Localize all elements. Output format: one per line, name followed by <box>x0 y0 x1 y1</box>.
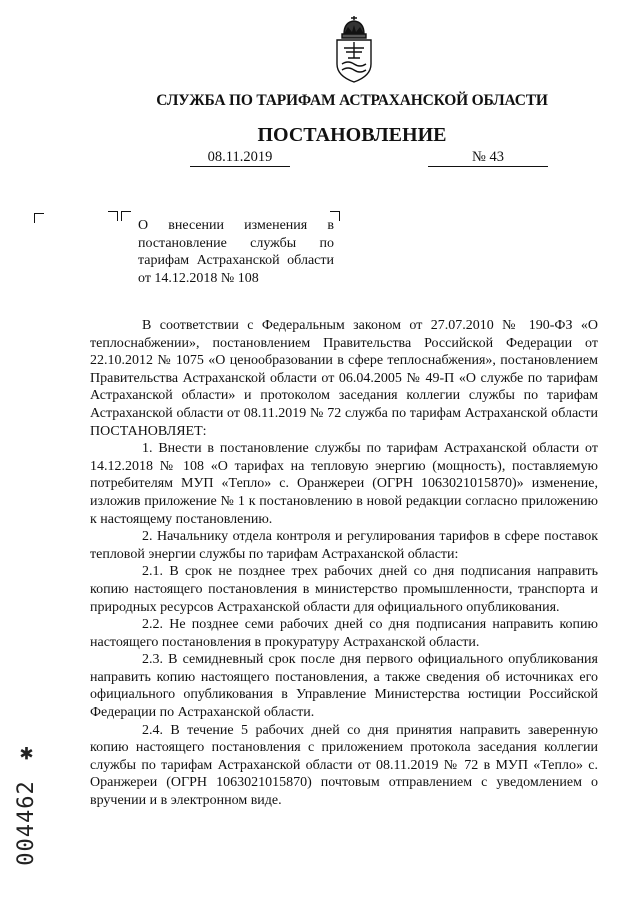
clause-2-1: 2.1. В срок не позднее трех рабочих дней со дня подписания направить копию настоящего постановления в министерство промышленности, транспорта и природных ресурсов Астраханской области для официального опубликования. <box>90 564 598 615</box>
document-number: № 43 <box>428 149 548 167</box>
document-type: ПОСТАНОВЛЕНИЕ <box>257 124 447 146</box>
corner-mark <box>121 211 131 221</box>
corner-mark <box>108 211 118 221</box>
document-body <box>90 317 598 810</box>
clause-2-2: 2.2. Не позднее семи рабочих дней со дня подписания направить копию настоящего постановления в прокуратуру Астраханской области. <box>90 617 598 650</box>
clause-1: 1. Внести в постановление службы по тарифам Астраханской области от 14.12.2018 № 108 «О тарифах на тепловую энергию (мощность), поставляемую потребителям МУП «Тепло» с. Оранжереи (ОГРН 1063021015870)» изменение, изложив приложение № 1 к постановлению в новой редакции согласно приложению к настоящему постановлению. <box>90 441 598 527</box>
clause-2-3: 2.3. В семидневный срок после дня первого официального опубликования направить копию настоящего постановления, а также сведения об источниках его официального опубликования в Управление Министерства юстиции Российской Федерации по Астраханской области. <box>90 652 598 721</box>
coat-of-arms-icon <box>330 14 378 86</box>
clause-2: 2. Начальнику отдела контроля и регулирования тарифов в сфере поставок тепловой энергии службы по тарифам Астраханской области: <box>90 529 598 562</box>
agency-name: СЛУЖБА ПО ТАРИФАМ АСТРАХАНСКОЙ ОБЛАСТИ <box>156 92 548 109</box>
preamble-paragraph: В соответствии с Федеральным законом от 27.07.2010 № 190-ФЗ «О теплоснабжении», постановлением Правительства Российской Федерации от 22.10.2012 № 1075 «О ценообразовании в сфере теплоснабжения», постановлением Правительства Астраханской области от 06.04.2005 № 49-П «О службе по тарифам Астраханской области» и протоколом заседания коллегии службы по тарифам Астраханской области от 08.11.2019 № 72 служба по тарифам Астраханской области ПОСТАНОВЛЯЕТ: <box>90 318 598 439</box>
corner-mark <box>34 213 44 223</box>
document-date: 08.11.2019 <box>190 149 290 167</box>
clause-2-4: 2.4. В течение 5 рабочих дней со дня принятия направить заверенную копию настоящего постановления с приложением протокола заседания коллегии службы по тарифам Астраханской области от 08.11.2019 № 72 в МУП «Тепло» с. Оранжереи (ОГРН 1063021015870) почтовым отправлением с уведомлением о вручении и в электронном виде. <box>90 722 598 809</box>
document-subject: О внесении изменения в постановление службы по тарифам Астраханской области от 14.12.2018 № 108 <box>138 218 334 286</box>
serial-stamp: 004462 ✱ <box>14 740 39 866</box>
